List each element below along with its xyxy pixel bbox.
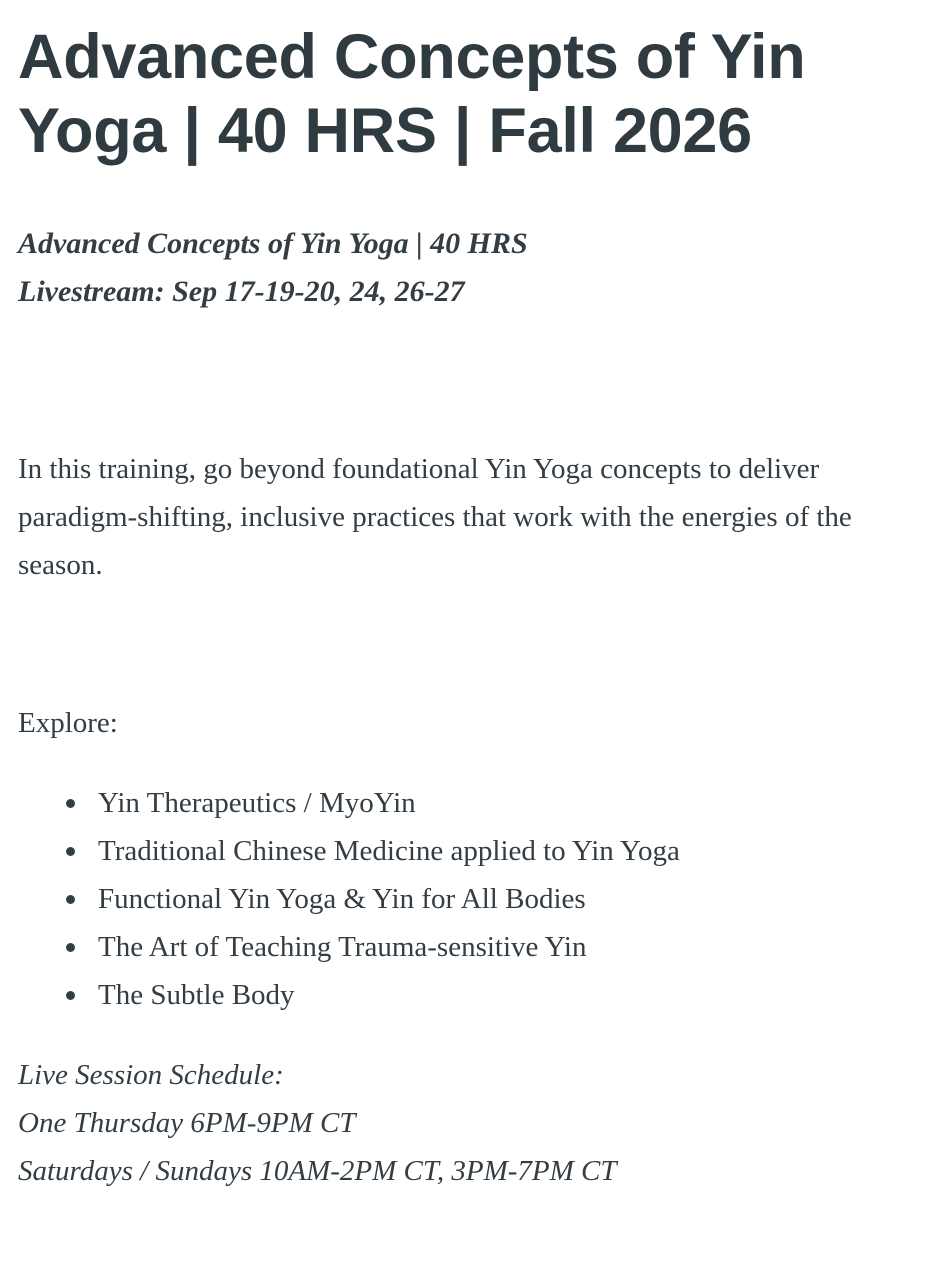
list-item — [98, 827, 918, 875]
page-title: Advanced Concepts of Yin Yoga | 40 HRS | Fall 2026 — [18, 22, 806, 166]
live-session-schedule — [18, 1051, 918, 1195]
list-item-text: The Art of Teaching Trauma-sensitive Yin — [98, 931, 587, 963]
bullet-icon — [66, 991, 75, 1000]
list-item — [98, 875, 918, 923]
intro-paragraph: In this training, go beyond foundational Yin Yoga concepts to deliver paradigm-shifting, inclusive practices that work with the energies of the season. — [18, 453, 852, 581]
list-item-text: The Subtle Body — [98, 979, 295, 1011]
bullet-icon — [66, 943, 75, 952]
schedule-thursday: One Thursday 6PM-9PM CT — [18, 1107, 356, 1139]
list-item-text: Yin Therapeutics / MyoYin — [98, 787, 416, 819]
list-item-text: Traditional Chinese Medicine applied to Yin Yoga — [98, 835, 680, 867]
subtitle-livestream-dates: Livestream: Sep 17-19-20, 24, 26-27 — [18, 275, 465, 308]
schedule-heading: Live Session Schedule: — [18, 1059, 284, 1091]
explore-label: Explore: — [18, 707, 118, 739]
explore-topic-list — [18, 779, 918, 1019]
subtitle-course-name: Advanced Concepts of Yin Yoga | 40 HRS — [18, 227, 528, 260]
list-item — [98, 779, 918, 827]
list-item — [98, 923, 918, 971]
bullet-icon — [66, 799, 75, 808]
bullet-icon — [66, 847, 75, 856]
list-item-text: Functional Yin Yoga & Yin for All Bodies — [98, 883, 586, 915]
schedule-weekends: Saturdays / Sundays 10AM-2PM CT, 3PM-7PM CT — [18, 1155, 617, 1187]
page-content — [18, 0, 918, 1195]
course-subtitle — [18, 220, 918, 316]
bullet-icon — [66, 895, 75, 904]
list-item — [98, 971, 918, 1019]
